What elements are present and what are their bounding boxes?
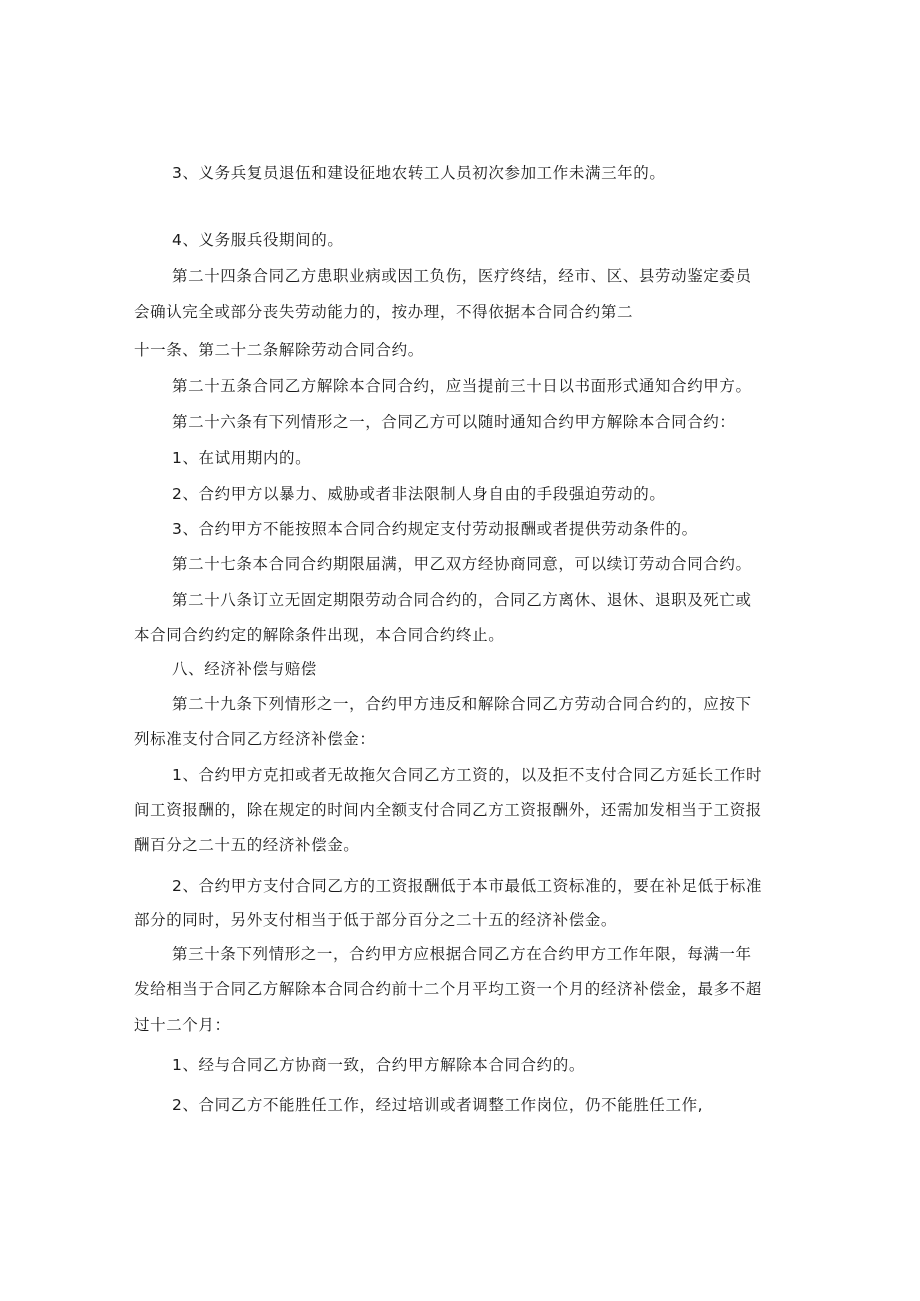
text-line: 间工资报酬的，除在规定的时间内全额支付合同乙方工资报酬外，还需加发相当于工资报 [134,801,762,819]
text-line: 本合同合约约定的解除条件出现，本合同合约终止。 [134,626,505,644]
text-line: 1、在试用期内的。 [172,449,312,467]
text-line: 发给相当于合同乙方解除本合同合约前十二个月平均工资一个月的经济补偿金，最多不超 [134,980,762,998]
text-line: 2、合约甲方支付合同乙方的工资报酬低于本市最低工资标准的，要在补足低于标准 [172,877,763,895]
text-line: 4、义务服兵役期间的。 [172,231,344,249]
text-line: 3、义务兵复员退伍和建设征地农转工人员初次参加工作未满三年的。 [172,164,666,182]
text-line: 第二十八条订立无固定期限劳动合同合约的，合同乙方离休、退休、退职及死亡或 [172,591,752,609]
text-line: 过十二个月： [134,1016,231,1034]
text-line: 第二十九条下列情形之一，合约甲方违反和解除合同乙方劳动合同合约的，应按下 [172,695,752,713]
text-line: 列标准支付合同乙方经济补偿金： [134,730,376,748]
text-line: 部分的同时，另外支付相当于低于部分百分之二十五的经济补偿金。 [134,911,618,929]
text-line: 第二十四条合同乙方患职业病或因工负伤，医疗终结，经市、区、县劳动鉴定委员 [172,267,752,285]
text-line: 十一条、第二十二条解除劳动合同合约。 [134,341,424,359]
section-heading: 八、经济补偿与赔偿 [172,660,317,678]
text-line: 1、经与合同乙方协商一致，合约甲方解除本合同合约的。 [172,1056,585,1074]
text-line: 第三十条下列情形之一，合约甲方应根据合同乙方在合约甲方工作年限，每满一年 [172,945,752,963]
text-line: 第二十七条本合同合约期限届满，甲乙双方经协商同意，可以续订劳动合同合约。 [172,555,752,573]
text-line: 2、合约甲方以暴力、威胁或者非法限制人身自由的手段强迫劳动的。 [172,485,666,503]
text-line: 3、合约甲方不能按照本合同合约规定支付劳动报酬或者提供劳动条件的。 [172,520,698,538]
text-line: 第二十五条合同乙方解除本合同合约，应当提前三十日以书面形式通知合约甲方。 [172,377,752,395]
text-line: 会确认完全或部分丧失劳动能力的，按办理，不得依据本合同合约第二 [134,303,634,321]
text-line: 1、合约甲方克扣或者无故拖欠合同乙方工资的，以及拒不支付合同乙方延长工作时 [172,766,763,784]
text-line: 酬百分之二十五的经济补偿金。 [134,836,360,854]
text-line: 第二十六条有下列情形之一，合同乙方可以随时通知合约甲方解除本合同合约： [172,413,736,431]
text-line: 2、合同乙方不能胜任工作，经过培训或者调整工作岗位，仍不能胜任工作, [172,1096,704,1114]
